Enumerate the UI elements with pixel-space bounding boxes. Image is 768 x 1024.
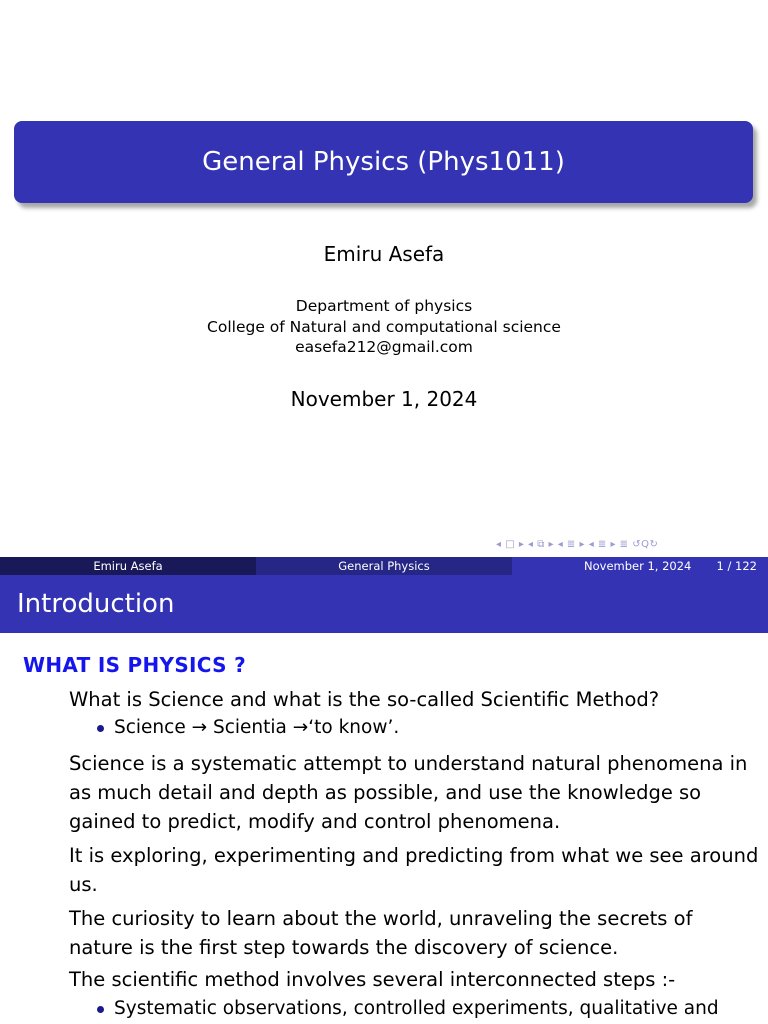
- page-number: 1 / 122: [716, 559, 757, 573]
- footer-right: [512, 557, 768, 575]
- question-text: What is Science and what is the so-called Scientific Method?: [69, 688, 660, 711]
- navigation-symbols[interactable]: ◂ □ ▸ ◂ ⧉ ▸ ◂ ≣ ▸ ◂ ≣ ▸ ≣ ↺Q↻: [496, 539, 659, 550]
- bullet-item: [97, 995, 719, 1023]
- institute-block: [0, 296, 768, 358]
- block-title: WHAT IS PHYSICS ?: [23, 653, 246, 677]
- slide-footer: [0, 557, 768, 575]
- bullet-text: Systematic observations, controlled experiments, qualitative and: [114, 998, 719, 1019]
- bullet-dot-icon: [97, 725, 104, 732]
- footer-title: General Physics: [256, 557, 512, 575]
- footer-date: November 1, 2024: [584, 559, 692, 573]
- presentation-date: November 1, 2024: [290, 387, 478, 411]
- presentation-title: General Physics (Phys1011): [202, 147, 565, 177]
- college: College of Natural and computational science: [207, 317, 561, 336]
- paragraph-1: Science is a systematic attempt to understand natural phenomena in as much detail and depth as possible, and use the knowledge so gained to predict, modify and control phenomena.: [69, 752, 748, 833]
- department: Department of physics: [295, 297, 473, 315]
- email: easefa212@gmail.com: [295, 338, 473, 356]
- paragraph-4: The scientific method involves several interconnected steps :-: [69, 968, 676, 991]
- bullet-item: [97, 714, 399, 742]
- bullet-text: Science → Scientia →‘to know’.: [114, 717, 400, 738]
- paragraph-2: It is exploring, experimenting and predicting from what we see around us.: [69, 844, 759, 896]
- footer-author: Emiru Asefa: [0, 557, 256, 575]
- paragraph-3: The curiosity to learn about the world, unraveling the secrets of nature is the first step towards the discovery of science.: [69, 907, 693, 959]
- author-name: Emiru Asefa: [323, 242, 445, 266]
- bullet-dot-icon: [97, 1006, 104, 1013]
- frame-title-bar: [0, 575, 768, 633]
- frame-title: Introduction: [17, 589, 175, 619]
- title-box: [14, 121, 753, 203]
